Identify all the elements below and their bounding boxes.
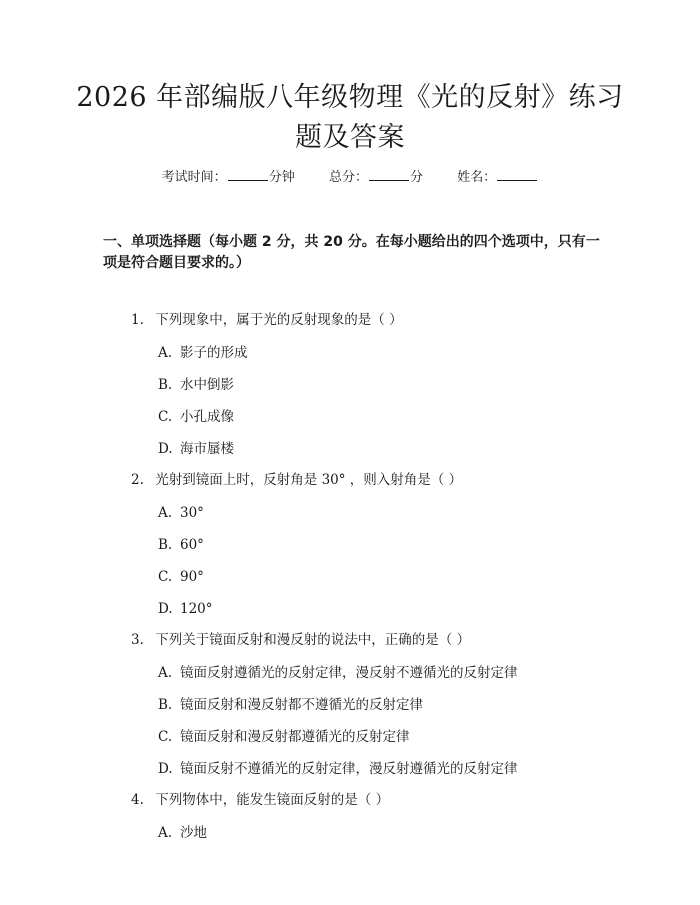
- option-text: 120°: [180, 601, 213, 617]
- question-1-option-a: [158, 343, 248, 363]
- option-letter: A.: [158, 665, 173, 681]
- time-unit: 分钟: [268, 170, 295, 185]
- question-2: [131, 470, 462, 490]
- question-text: 下列关于镜面反射和漫反射的说法中，正确的是（ ）: [155, 632, 471, 648]
- option-letter: B.: [158, 697, 173, 713]
- option-letter: D.: [158, 761, 173, 777]
- option-letter: C.: [158, 729, 173, 745]
- question-1: [131, 310, 403, 330]
- exam-info-line: [0, 167, 700, 188]
- document-title: [60, 78, 640, 158]
- question-2-option-b: [158, 535, 204, 555]
- option-text: 30°: [180, 505, 204, 521]
- score-label: 总分：: [328, 170, 368, 185]
- option-text: 镜面反射遵循光的反射定律，漫反射不遵循光的反射定律: [180, 665, 518, 681]
- question-2-option-d: [158, 599, 213, 619]
- option-text: 小孔成像: [180, 409, 234, 425]
- option-text: 沙地: [180, 825, 207, 841]
- title-line-1: 2026 年部编版八年级物理《光的反射》练习: [76, 82, 624, 113]
- question-number: 2.: [131, 472, 144, 488]
- option-letter: D.: [158, 601, 173, 617]
- question-2-option-c: [158, 567, 204, 587]
- title-line-2: 题及答案: [295, 122, 405, 153]
- question-3: [131, 630, 470, 650]
- option-letter: A.: [158, 825, 173, 841]
- time-label: 考试时间：: [161, 170, 227, 185]
- option-text: 90°: [180, 569, 204, 585]
- question-2-option-a: [158, 503, 204, 523]
- question-4: [131, 790, 389, 810]
- option-text: 镜面反射和漫反射都不遵循光的反射定律: [180, 697, 423, 713]
- option-text: 60°: [180, 537, 204, 553]
- option-letter: A.: [158, 505, 173, 521]
- option-letter: C.: [158, 569, 173, 585]
- option-letter: B.: [158, 537, 173, 553]
- score-unit: 分: [410, 170, 424, 185]
- question-3-option-a: [158, 663, 518, 683]
- option-text: 镜面反射不遵循光的反射定律，漫反射遵循光的反射定律: [180, 761, 518, 777]
- option-letter: B.: [158, 377, 173, 393]
- question-4-option-a: [158, 823, 207, 843]
- option-text: 水中倒影: [180, 377, 234, 393]
- option-letter: A.: [158, 345, 173, 361]
- option-letter: C.: [158, 409, 173, 425]
- question-1-option-c: [158, 407, 234, 427]
- time-blank: [228, 167, 268, 181]
- question-number: 1.: [131, 312, 144, 328]
- question-number: 3.: [131, 632, 144, 648]
- question-3-option-b: [158, 695, 423, 715]
- score-blank: [369, 167, 409, 181]
- question-text: 下列物体中，能发生镜面反射的是（ ）: [155, 792, 390, 808]
- option-letter: D.: [158, 441, 173, 457]
- question-text: 下列现象中，属于光的反射现象的是（ ）: [155, 312, 403, 328]
- question-3-option-d: [158, 759, 518, 779]
- question-1-option-d: [158, 439, 234, 459]
- question-number: 4.: [131, 792, 144, 808]
- option-text: 影子的形成: [180, 345, 248, 361]
- question-text: 光射到镜面上时，反射角是 30° ，则入射角是（ ）: [155, 472, 463, 488]
- question-3-option-c: [158, 727, 410, 747]
- name-label: 姓名：: [457, 170, 497, 185]
- option-text: 海市蜃楼: [180, 441, 234, 457]
- section-heading: 一、单项选择题（每小题 2 分，共 20 分。在每小题给出的四个选项中，只有一项是符合题目要求的。）: [103, 234, 600, 271]
- question-1-option-b: [158, 375, 234, 395]
- option-text: 镜面反射和漫反射都遵循光的反射定律: [180, 729, 410, 745]
- name-blank: [497, 167, 537, 181]
